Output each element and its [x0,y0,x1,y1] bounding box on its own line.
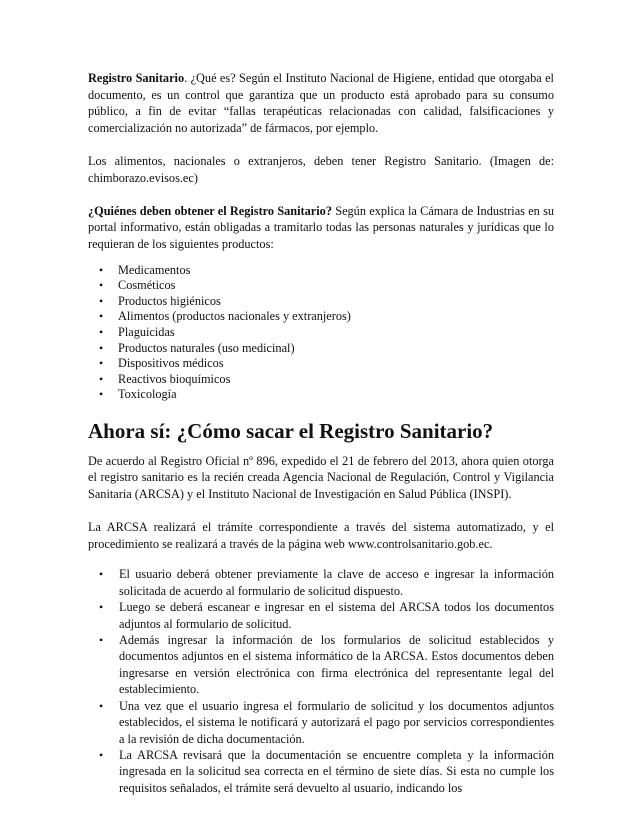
list-item: • Productos naturales (uso medicinal) [99,340,295,355]
list-item: • Cosméticos [99,278,176,293]
bullet-icon: • [99,600,104,615]
bullet-icon: • [99,633,104,648]
intro-text: . ¿Qué es? Según el Instituto Nacional de Higiene, entidad que otorgaba el documento, es un control que garantiza que un producto está aprobado para su consumo público, a fin de evitar “fallas terapéuticas relacionadas con calidad, falsificaciones y comercialización no autorizada” de fármacos, por ejemplo. [88,71,554,135]
bullet-icon: • [99,340,104,355]
bullet-icon: • [99,309,104,324]
who-paragraph [88,203,554,253]
list-item: • Medicamentos [99,262,191,277]
document-page [88,70,554,796]
list-item: • Reactivos bioquímicos [99,371,231,386]
bullet-icon: • [99,747,104,762]
list-item: • Una vez que el usuario ingresa el formulario de solicitud y los documentos adjuntos establecidos, el sistema le notificará y autorizará el pago por servicios correspondientes a la revisión de dicha documentación. [99,698,554,746]
list-item: • El usuario deberá obtener previamente la clave de acceso e ingresar la información solicitada de acuerdo al formulario de solicitud dispuesto. [99,567,554,598]
steps-list [88,566,554,796]
who-question: ¿Quiénes deben obtener el Registro Sanitario? [88,203,332,218]
list-item: • Luego se deberá escanear e ingresar en el sistema del ARCSA todos los documentos adjuntos al formulario de solicitud. [99,600,554,631]
bullet-icon: • [99,567,104,582]
registry-paragraph: De acuerdo al Registro Oficial nº 896, expedido el 21 de febrero del 2013, ahora quien otorga el registro sanitario es la recién creada Agencia Nacional de Regulación, Control y Vigilancia Sanitaria (ARCSA) y el Instituto Nacional de Investigación en Salud Pública (INSPI). [88,453,554,502]
who-text: Según explica la Cámara de Industrias en su portal informativo, están obligadas a tramitarlo todas las personas naturales y jurídicas que lo requieran de los siguientes productos: [88,203,555,251]
bullet-icon: • [99,262,104,277]
bullet-icon: • [99,356,104,371]
bullet-icon: • [99,698,104,713]
bullet-icon: • [99,278,104,293]
list-item: • Toxicología [99,387,177,402]
arcsa-paragraph: La ARCSA realizará el trámite correspondiente a través del sistema automatizado, y el procedimiento se realizará a través de la página web www.controlsanitario.gob.ec. [88,520,554,551]
intro-paragraph [88,70,554,136]
list-item: • Productos higiénicos [99,293,221,308]
section-heading: Ahora sí: ¿Cómo sacar el Registro Sanitario? [88,418,494,443]
bullet-icon: • [99,371,104,386]
bullet-icon: • [99,293,104,308]
bullet-icon: • [99,324,104,339]
list-item: • Alimentos (productos nacionales y extranjeros) [99,309,351,324]
bullet-icon: • [99,387,104,402]
image-caption-paragraph: Los alimentos, nacionales o extranjeros, deben tener Registro Sanitario. (Imagen de: chimborazo.evisos.ec) [88,153,554,185]
products-list [88,263,554,403]
list-item: • Además ingresar la información de los formularios de solicitud establecidos y documentos adjuntos en el sistema informático de la ARCSA. Estos documentos deben ingresarse en versión electrónica con firma electrónica del representante legal del establecimiento. [99,633,554,697]
list-item: • Plaguicidas [99,324,175,339]
list-item: • La ARCSA revisará que la documentación se encuentre completa y la información ingresada en la solicitud sea correcta en el término de siete días. Si esta no cumple los requisitos señalados, el trámite será devuelto al usuario, indicando los [99,747,554,795]
list-item: • Dispositivos médicos [99,356,224,371]
intro-bold-term: Registro Sanitario [88,71,185,85]
